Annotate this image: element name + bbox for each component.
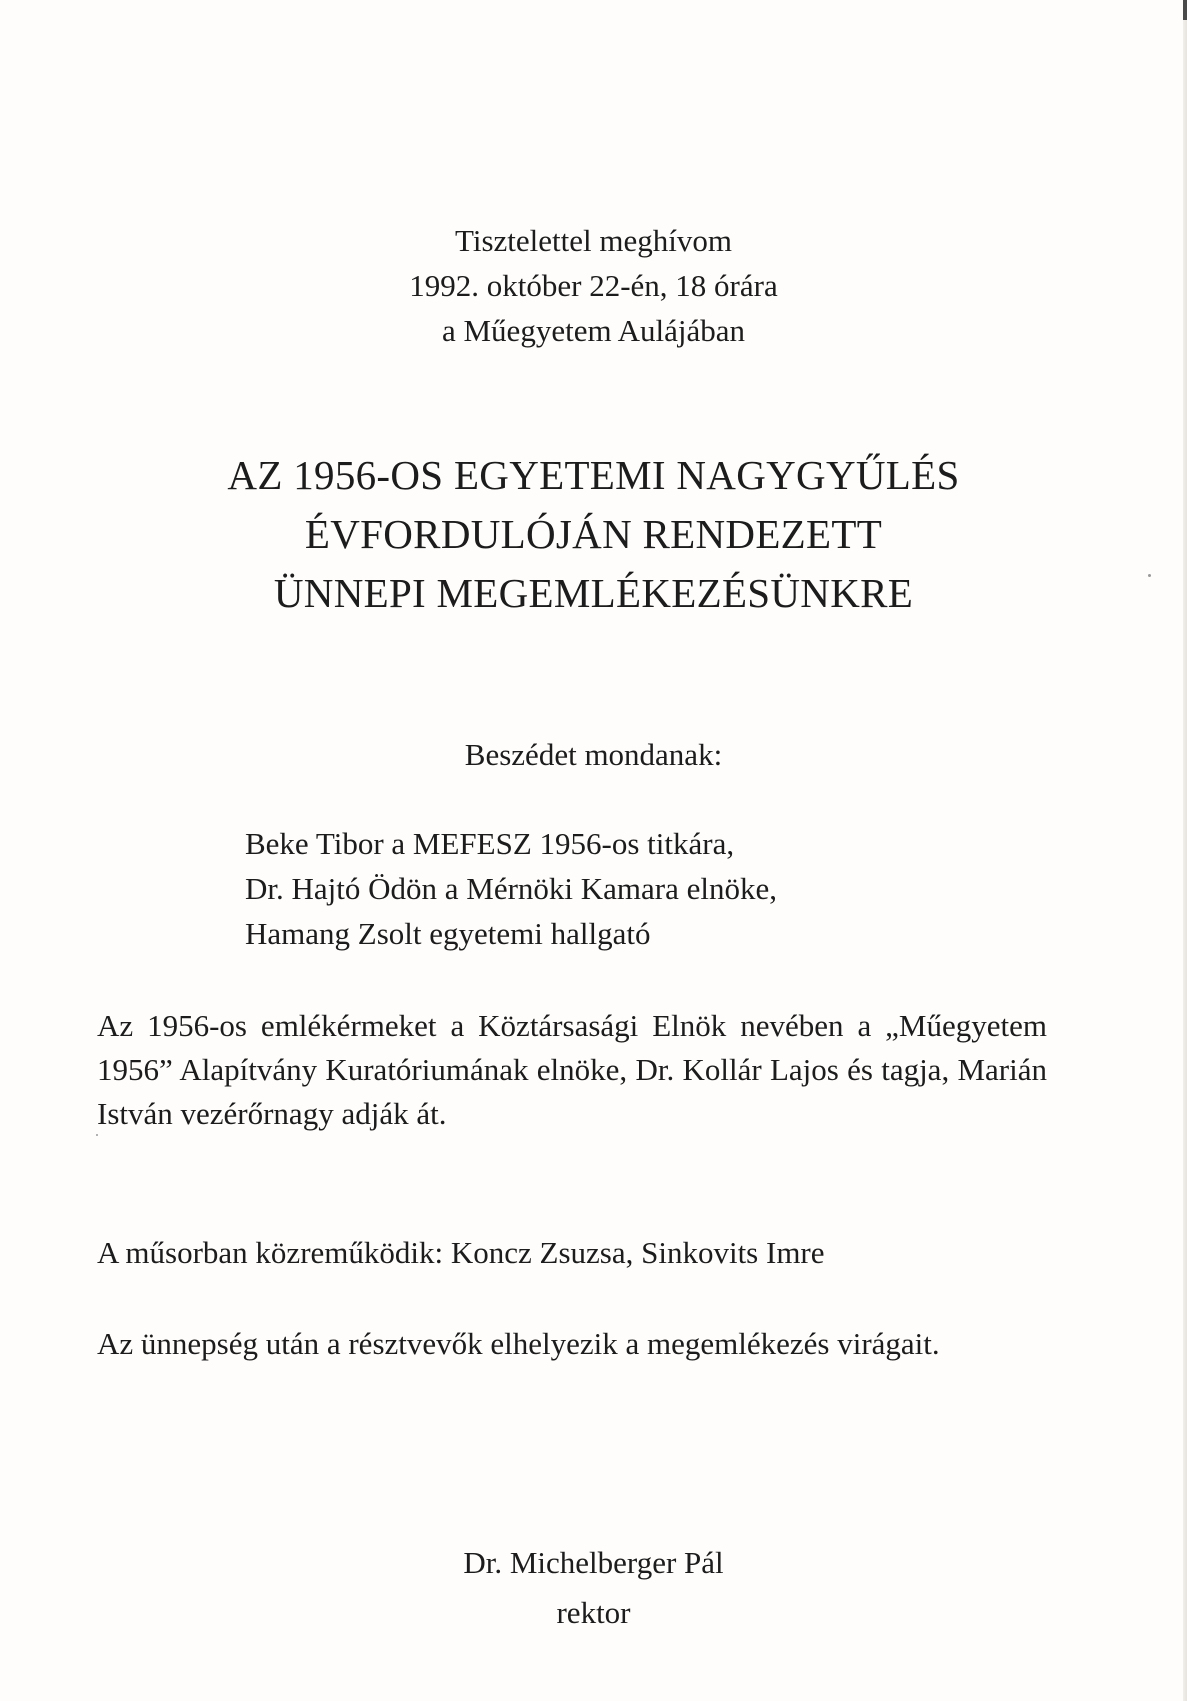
speaker-item: Beke Tibor a MEFESZ 1956-os titkára, (245, 826, 735, 861)
performers-paragraph: A műsorban közreműködik: Koncz Zsuzsa, Sinkovits Imre (97, 1235, 825, 1270)
page-edge-mark (1183, 0, 1187, 20)
invitation-venue-line: a Műegyetem Aulájában (441, 313, 745, 348)
invitation-line: Tisztelettel meghívom (455, 223, 732, 258)
invitation-date-line: 1992. október 22-én, 18 órára (409, 268, 778, 303)
signature-block (0, 1538, 1187, 1638)
event-title-line: ÉVFORDULÓJÁN RENDEZETT (304, 511, 883, 557)
speaker-item: Dr. Hajtó Ödön a Mérnöki Kamara elnöke, (245, 871, 778, 906)
signatory-title: rektor (556, 1595, 631, 1630)
event-title (0, 446, 1187, 623)
invitation-text (0, 218, 1187, 353)
signatory-name: Dr. Michelberger Pál (463, 1545, 724, 1580)
speaker-item: Hamang Zsolt egyetemi hallgató (245, 916, 651, 951)
ceremony-paragraph: Az ünnepség után a résztvevők elhelyezik a megemlékezés virágait. (97, 1326, 940, 1361)
event-title-line: AZ 1956-OS EGYETEMI NAGYGYŰLÉS (227, 452, 960, 498)
event-title-line: ÜNNEPI MEGEMLÉKEZÉSÜNKRE (273, 570, 914, 616)
speakers-list (245, 821, 777, 956)
speakers-label: Beszédet mondanak: (464, 737, 723, 772)
medals-paragraph: Az 1956-os emlékérmeket a Köztársasági Elnök nevében a „Műegyetem 1956” Alapítvány Kuratóriumának elnöke, Dr. Kollár Lajos és tagja, Marián István vezérőrnagy adják át. (97, 1008, 1047, 1131)
